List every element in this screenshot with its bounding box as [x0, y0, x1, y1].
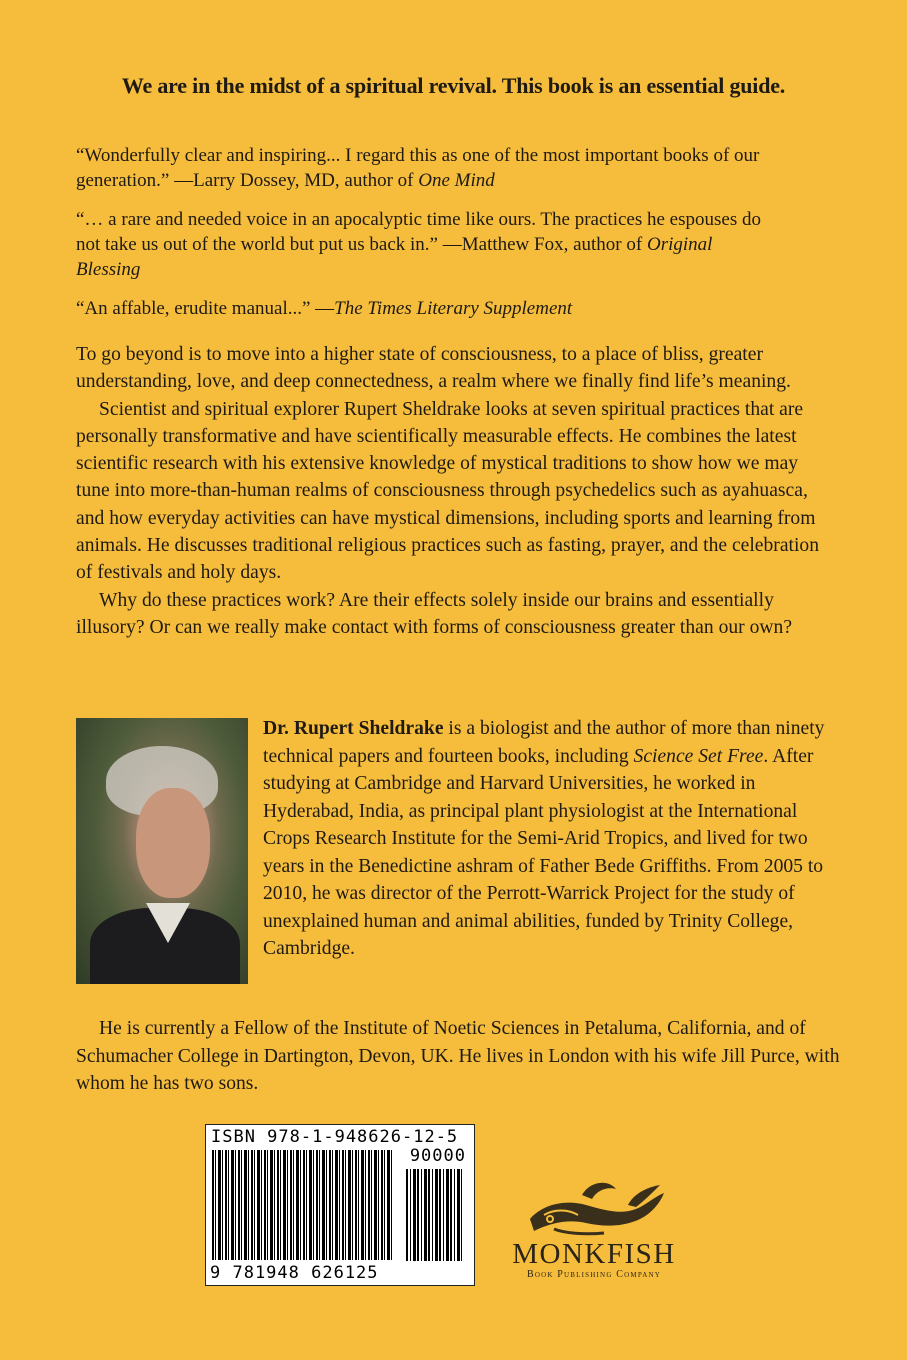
bio-paragraph: He is currently a Fellow of the Institute of Noetic Sciences in Petaluma, California, and of Schumacher College in Dartington, Devon, UK. He lives in London with his wife Jill Purce, with whom he has two sons. [76, 1018, 840, 1094]
headline: We are in the midst of a spiritual revival. This book is an essential guide. [121, 73, 786, 98]
quote-work: Original Blessing [76, 234, 713, 280]
description-paragraph: Why do these practices work? Are their effects solely inside our brains and essentially illusory? Or can we really make contact with forms of consciousness greater than our own? [76, 589, 793, 638]
description-paragraph: Scientist and spiritual explorer Rupert Sheldrake looks at seven spiritual practices that are personally transformative and have scientifically measurable effects. He combines the latest scientific research with his extensive knowledge of mystical traditions to show how we may tune into more-than-human realms of consciousness through psychedelics such as ayahuasca, and how everyday activities can have mystical dimensions, including sports and learning from animals. He discusses traditional religious practices such as fasting, prayer, and the celebration of festivals and holy days. [76, 398, 819, 584]
bio-paragraph: Dr. Rupert Sheldrake is a biologist and the author of more than ninety technical papers and fourteen books, including Science Set Free. After studying at Cambridge and Harvard Universities, he worked in Hyderabad, India, as principal plant physiologist at the International Crops Research Institute for the Semi-Arid Tropics, and lived for two years in the Benedictine ashram of Father Bede Griffiths. From 2005 to 2010, he was director of the Perrott-Warrick Project for the study of unexplained human and animal abilities, funded by Trinity College, Cambridge. [263, 718, 825, 959]
addon-barcode-bars [406, 1169, 462, 1261]
book-description [76, 341, 836, 641]
author-photo [76, 718, 248, 984]
monkfish-logo-icon [524, 1175, 672, 1239]
isbn-text: ISBN 978-1-948626-12-5 [211, 1127, 459, 1147]
publisher-name: MONKFISH [512, 1238, 676, 1270]
publisher-subtitle: Book Publishing Company [526, 1269, 662, 1280]
author-bio-continued [76, 1015, 866, 1098]
barcode-bars [212, 1150, 392, 1260]
author-name: Dr. Rupert Sheldrake [263, 718, 444, 739]
endorsement-tls [76, 296, 776, 321]
endorsement-dossey [76, 143, 776, 193]
book-title: Science Set Free [633, 745, 764, 767]
quote-work: One Mind [418, 170, 495, 191]
description-paragraph: To go beyond is to move into a higher state of consciousness, to a place of bliss, greater understanding, love, and deep connectedness, a realm where we finally find life’s meaning. [76, 344, 791, 393]
author-bio [263, 715, 843, 963]
price-code: 90000 [409, 1146, 466, 1166]
barcode-number: 9 781948 626125 [210, 1263, 379, 1283]
isbn-barcode [205, 1124, 475, 1286]
quote-text: “An affable, erudite manual...” — [76, 298, 335, 319]
quote-work: The Times Literary Supplement [334, 298, 573, 319]
endorsements [76, 143, 776, 335]
quote-text: “… a rare and needed voice in an apocalyptic time like ours. The practices he espouses do not take us out of the world but put us back in.” —Matthew Fox, author of [76, 209, 761, 255]
quote-text: “Wonderfully clear and inspiring... I regard this as one of the most important books of our generation.” —Larry Dossey, MD, author of [76, 145, 760, 191]
endorsement-fox [76, 207, 776, 282]
